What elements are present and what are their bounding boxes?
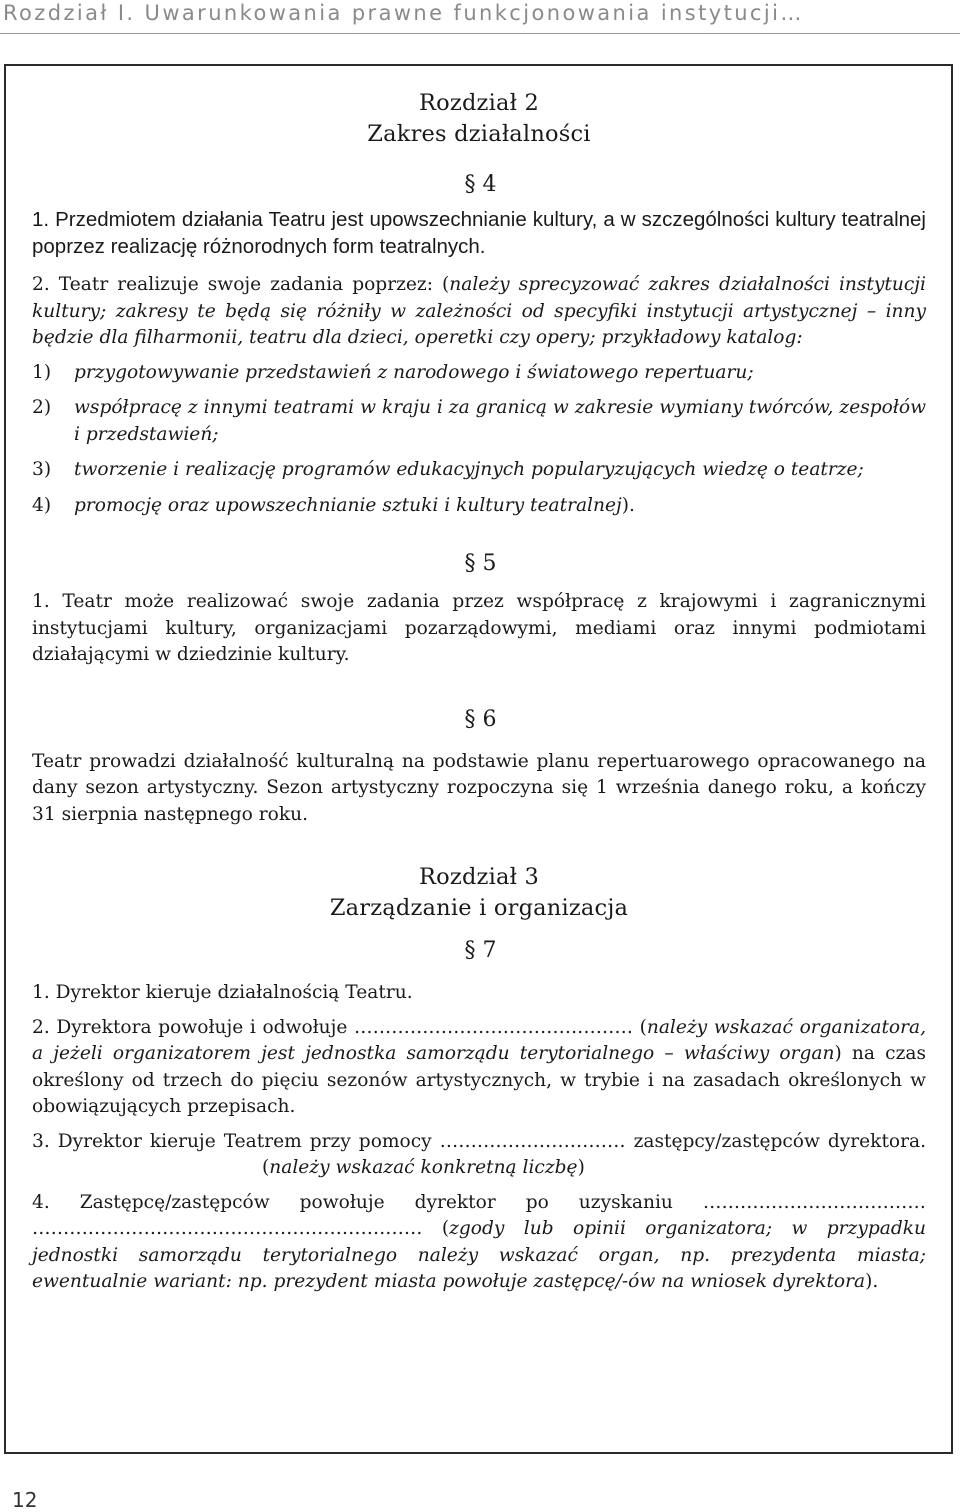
activity-list bbox=[32, 360, 926, 520]
section-7-paragraph-2 bbox=[32, 1015, 926, 1121]
section-7-p2-lead: 2. Dyrektora powołuje i odwołuje ……………………………………… ( bbox=[32, 1016, 647, 1038]
section-7-p3-lead: 3. Dyrektor kieruje Teatrem przy pomocy ………………………… zastępcy/zastępców dyrektora. bbox=[32, 1130, 926, 1152]
section-7-p3-italic: należy wskazać konkretną liczbę bbox=[269, 1157, 578, 1178]
section-4-sign: § 4 bbox=[464, 172, 497, 197]
list-item bbox=[32, 457, 926, 484]
section-7-p3-close: ) bbox=[577, 1157, 585, 1178]
section-7-p3-open: ( bbox=[262, 1157, 270, 1178]
section-7-p2-italic: należy wskazać organizatora, a jeżeli organizatorem jest jednostka samorządu terytorialnego – właściwy organ bbox=[32, 1016, 926, 1064]
list-item-text: współpracę z innymi teatrami w kraju i za granicą w zakresie wymiany twórców, zespołów i przedstawień; bbox=[74, 397, 926, 445]
running-head: Rozdział I. Uwarunkowania prawne funkcjonowania instytucji… bbox=[3, 1, 804, 25]
list-item bbox=[32, 493, 926, 520]
chapter-2-title: Zakres działalności bbox=[367, 121, 591, 147]
list-item-text: tworzenie i realizację programów edukacyjnych popularyzujących wiedzę o teatrze; bbox=[74, 459, 864, 480]
list-close: ). bbox=[621, 494, 635, 516]
section-5-paragraph-1: 1. Teatr może realizować swoje zadania przez współpracę z krajowymi i zagranicznymi instytucjami kultury, organizacjami pozarządowymi, mediami oraz innymi podmiotami działającymi w dziedzinie kultury. bbox=[32, 591, 926, 665]
section-5-sign: § 5 bbox=[464, 551, 497, 576]
section-7-paragraph-1: 1. Dyrektor kieruje działalnością Teatru. bbox=[32, 982, 413, 1003]
chapter-3-heading bbox=[32, 862, 926, 924]
list-item-number: 2) bbox=[32, 397, 52, 418]
section-7-p4-close: ). bbox=[865, 1271, 879, 1292]
section-7-p4-italic: zgody lub opinii organizatora; w przypadku jednostki samorządu terytorialnego należy wskazać organ, np. prezydenta miasta; ewentualnie wariant: np. prezydent miasta powołuje zastępcę/-ów na wniosek dyrektora bbox=[32, 1218, 926, 1292]
list-item-number: 3) bbox=[32, 459, 52, 480]
list-item-number: 4) bbox=[32, 494, 52, 516]
section-7-paragraph-3 bbox=[32, 1129, 926, 1182]
chapter-3-number: Rozdział 3 bbox=[419, 864, 539, 890]
section-7-sign: § 7 bbox=[464, 938, 497, 963]
chapter-2-number: Rozdział 2 bbox=[419, 90, 539, 116]
section-6-sign: § 6 bbox=[464, 706, 497, 732]
section-7-p4-lead: 4. Zastępcę/zastępców powołuje dyrektor po uzyskaniu ……………………………… ……………………………………………………… ( bbox=[32, 1191, 926, 1239]
list-item bbox=[32, 395, 926, 448]
page-number: 12 bbox=[12, 1488, 38, 1512]
section-7-p2-tail: ) na czas określony od trzech do pięciu sezonów artystycznych, w trybie i na zasadach określonych w obowiązujących przepisach. bbox=[32, 1043, 926, 1117]
list-item-text: przygotowywanie przedstawień z narodowego i światowego repertuaru; bbox=[74, 361, 754, 383]
header-rule bbox=[0, 33, 960, 34]
chapter-2-heading bbox=[32, 88, 926, 150]
section-6-paragraph-1: Teatr prowadzi działalność kulturalną na podstawie planu repertuarowego opracowanego na dany sezon artystyczny. Sezon artystyczny rozpoczyna się 1 września danego roku, a kończy 31 sierpnia następnego roku. bbox=[32, 750, 926, 825]
chapter-3-title: Zarządzanie i organizacja bbox=[329, 895, 629, 921]
section-4-p2-italic: należy sprecyzować zakres działalności instytucji kultury; zakresy te będą się różniły w zależności od specyfiki instytucji artystycznej – inny będzie dla filharmonii, teatru dla dzieci, operetki czy opery; przykładowy katalog: bbox=[32, 274, 926, 348]
document-body bbox=[32, 88, 926, 1296]
list-item-text: promocję oraz upowszechnianie sztuki i kultury teatralnej bbox=[74, 494, 622, 516]
section-4-p2-lead: 2. Teatr realizuje swoje zadania poprzez: ( bbox=[32, 274, 450, 295]
section-4-paragraph-2 bbox=[32, 272, 926, 352]
list-item bbox=[32, 360, 926, 387]
list-item-number: 1) bbox=[32, 361, 52, 383]
section-7-paragraph-4 bbox=[32, 1190, 926, 1296]
section-4-paragraph-1: 1. Przedmiotem działania Teatru jest upowszechnianie kultury, a w szczególności kultury teatralnej poprzez realizację różnorodnych form teatralnych. bbox=[32, 208, 926, 258]
